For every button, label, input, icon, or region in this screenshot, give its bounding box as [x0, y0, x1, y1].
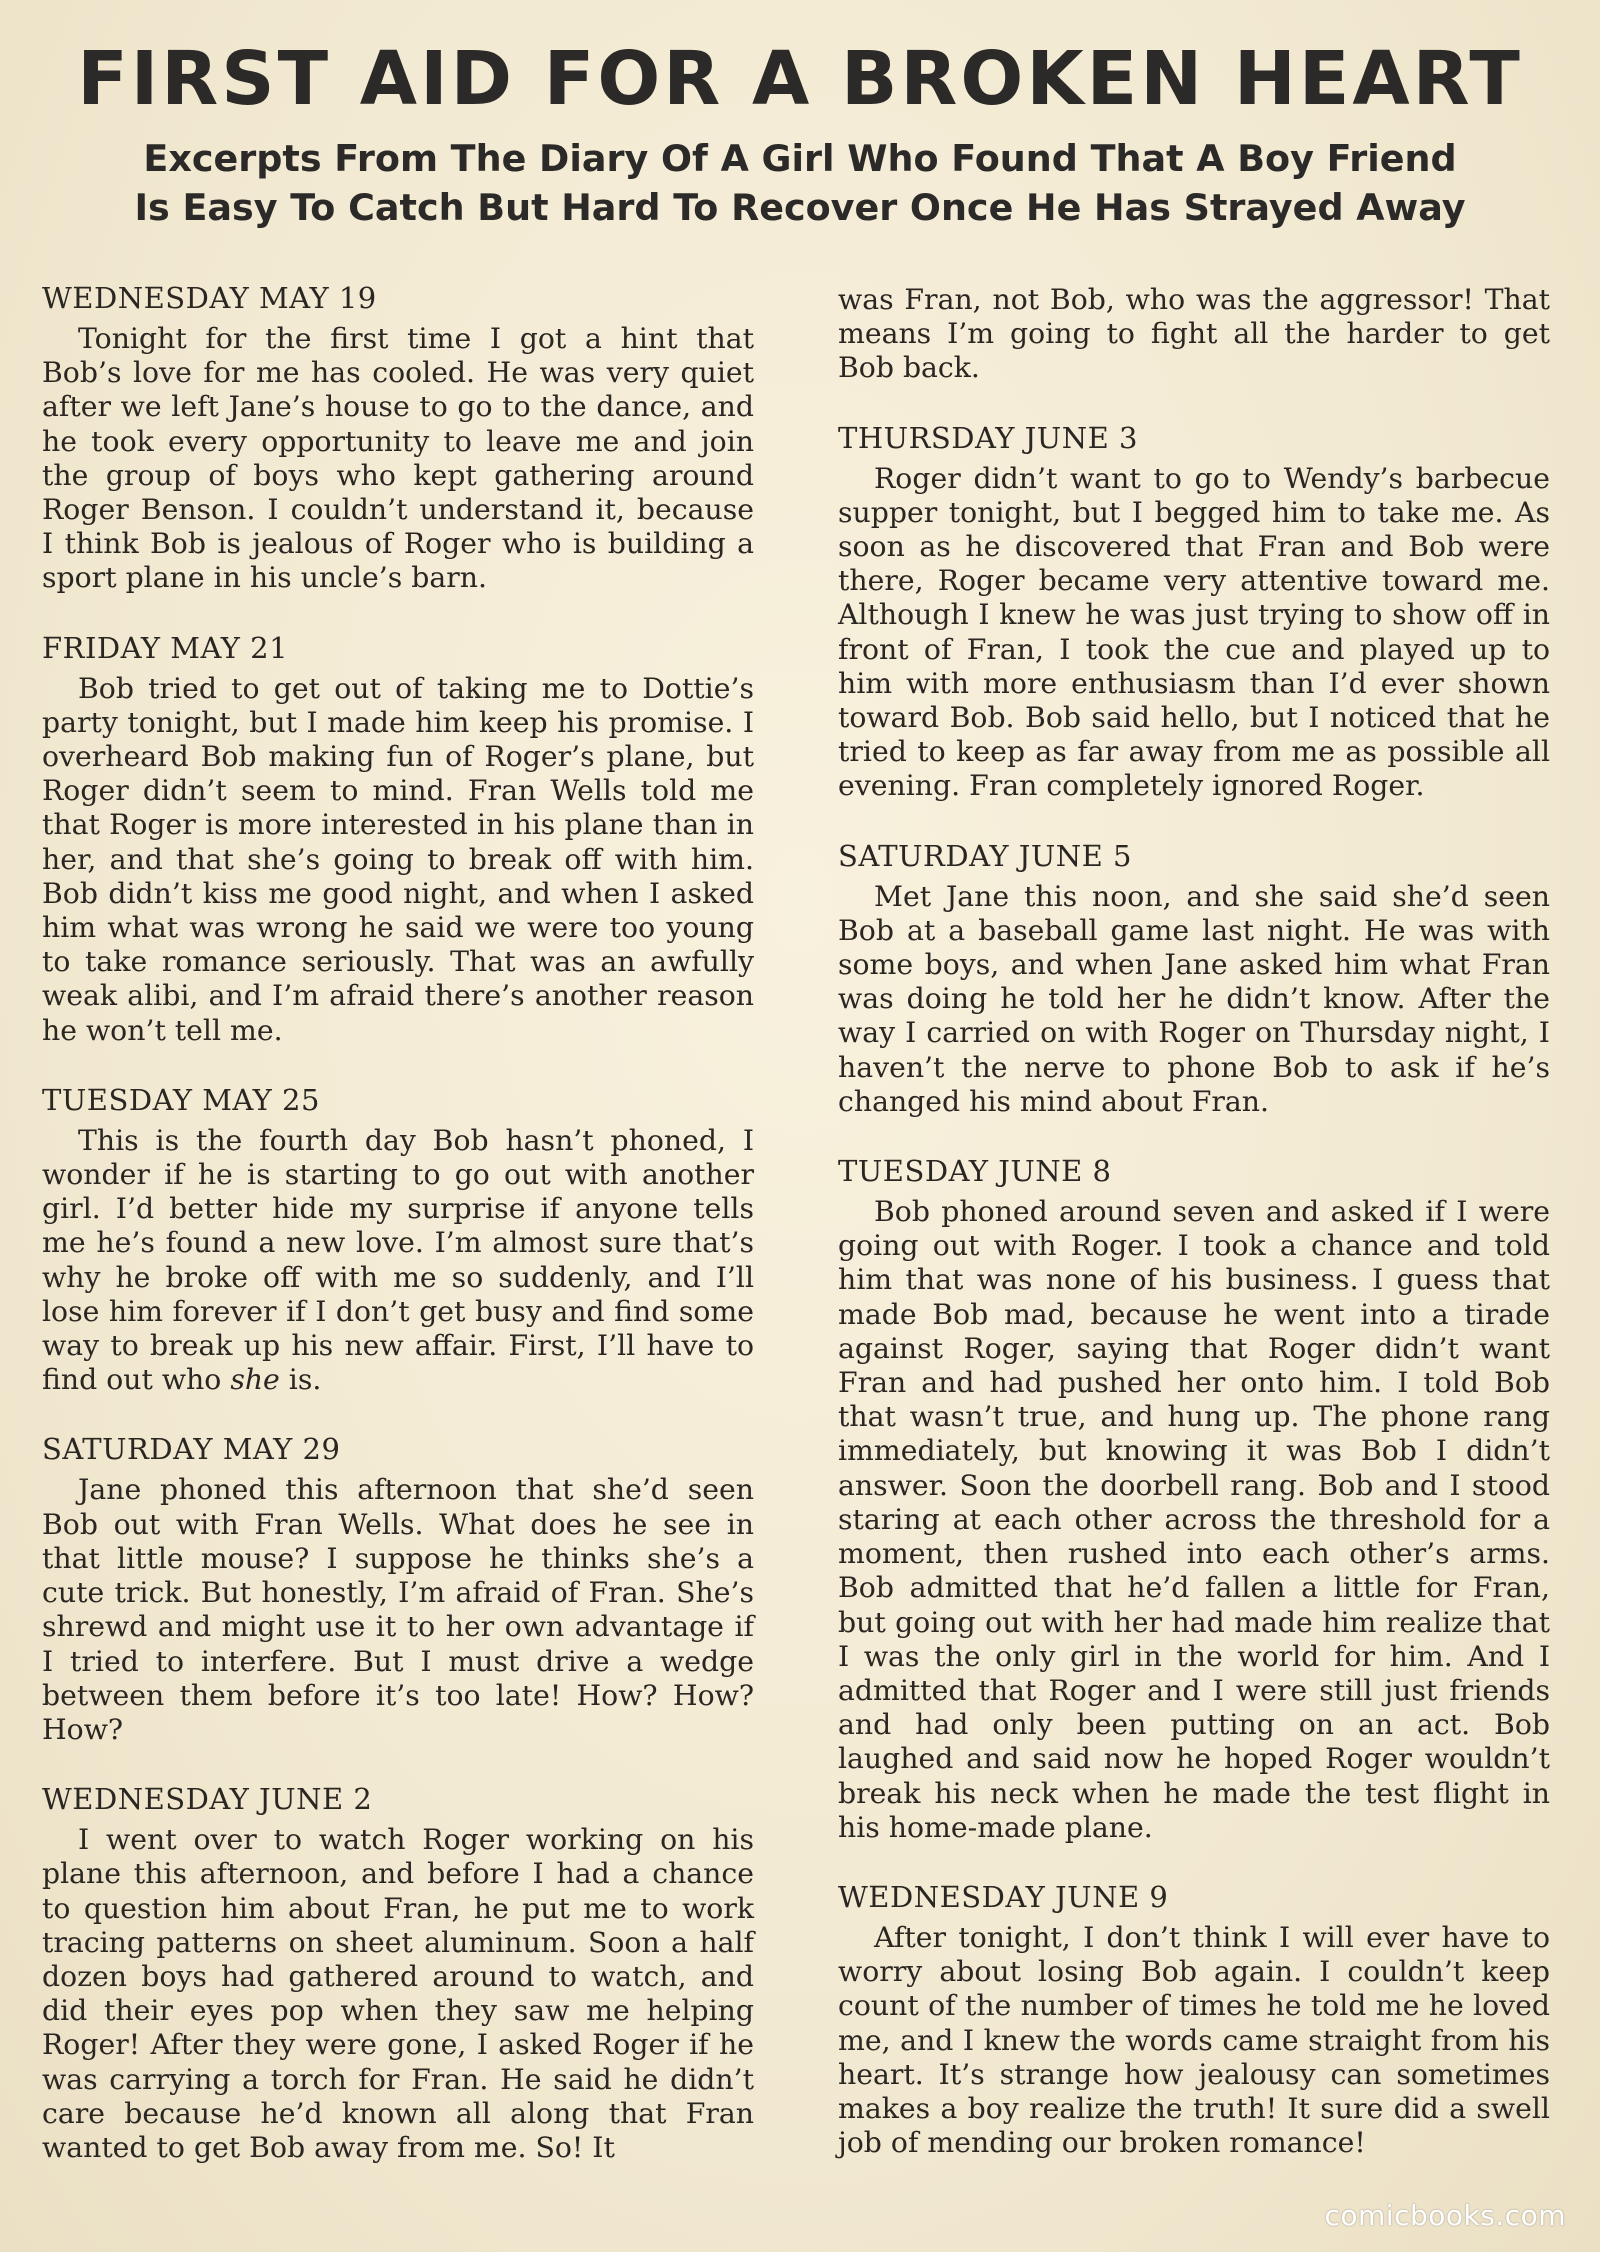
- diary-entry: [838, 1879, 1550, 2160]
- diary-entry: [42, 630, 754, 1048]
- entry-date: TUESDAY JUNE 8: [838, 1154, 1112, 1189]
- entry-date: WEDNESDAY JUNE 2: [42, 1782, 373, 1817]
- entry-date: SATURDAY MAY 29: [42, 1432, 341, 1467]
- diary-entry: [42, 1781, 754, 2165]
- entry-text-part: is.: [279, 1363, 322, 1397]
- subtitle-line-1: Excerpts From The Diary Of A Girl Who Found That A Boy Friend: [143, 137, 1457, 180]
- entry-text: Roger didn’t want to go to Wendy’s barbecue supper tonight, but I begged him to take me. As soon as he discovered that Fran and Bob were there, Roger became very attentive toward me. Although I knew he was just trying to show off in front of Fran, I took the cue and played up to him with more enthusiasm than I’d ever shown toward Bob. Bob said hello, but I noticed that he tried to keep as far away from me as possible all evening. Fran completely ignored Roger.: [838, 461, 1550, 803]
- diary-entry: [42, 1082, 754, 1398]
- left-column: [42, 280, 754, 2199]
- subtitle-line-2: Is Easy To Catch But Hard To Recover Once He Has Strayed Away: [134, 186, 1466, 229]
- page-title: FIRST AID FOR A BROKEN HEART: [77, 36, 1523, 122]
- diary-entry: [838, 420, 1550, 804]
- entry-text: Met Jane this noon, and she said she’d seen Bob at a baseball game last night. He was with some boys, and when Jane asked him what Fran was doing he told her he didn’t know. After the way I carried on with Roger on Thursday night, I haven’t the nerve to phone Bob to ask if he’s changed his mind about Fran.: [838, 879, 1550, 1118]
- entry-text: [42, 1124, 754, 1398]
- entry-text-part: This is the fourth day Bob hasn’t phoned, I wonder if he is starting to go out with another girl. I’d better hide my surprise if anyone tells me he’s found a new love. I’m almost sure that’s why he broke off with me so suddenly, and I’ll lose him forever if I don’t get busy and find some way to break up his new affair. First, I’ll have to find out who: [42, 1123, 754, 1397]
- diary-entry: [838, 838, 1550, 1119]
- entry-text-emphasis: she: [230, 1363, 280, 1397]
- entry-text: After tonight, I don’t think I will ever have to worry about losing Bob again. I couldn’t keep count of the number of times he told me he loved me, and I knew the words came straight from his heart. It’s strange how jealousy can sometimes makes a boy realize the truth! It sure did a swell job of mending our broken romance!: [838, 1920, 1550, 2160]
- diary-entry: [42, 1431, 754, 1747]
- entry-text: I went over to watch Roger working on his plane this afternoon, and before I had a chance to question him about Fran, he put me to work tracing patterns on sheet aluminum. Soon a half dozen boys had gathered around to watch, and did their eyes pop when they saw me helping Roger! After they were gone, I asked Roger if he was carrying a torch for Fran. He said he didn’t care because he’d known all along that Fran wanted to get Bob away from me. So! It: [42, 1823, 754, 2164]
- entry-text: Bob phoned around seven and asked if I were going out with Roger. I took a chance and told him that was none of his business. I guess that made Bob mad, because he went into a tirade against Roger, saying that Roger didn’t want Fran and had pushed her onto him. I told Bob that wasn’t true, and hung up. The phone rang immediately, but knowing it was Bob I didn’t answer. Soon the doorbell rang. Bob and I stood staring at each other across the threshold for a moment, then rushed into each other’s arms. Bob admitted that he’d fallen a little for Fran, but going out with her had made him realize that I was the only girl in the world for him. And I admitted that Roger and I were still just friends and had only been putting on an act. Bob laughed and said now he hoped Roger wouldn’t break his neck when he made the test flight in his home-made plane.: [838, 1195, 1550, 1844]
- entry-text: Tonight for the first time I got a hint that Bob’s love for me has cooled. He was very quiet after we left Jane’s house to go to the dance, and he took every opportunity to leave me and join the group of boys who kept gathering around Roger Benson. I couldn’t understand it, because I think Bob is jealous of Roger who is building a sport plane in his uncle’s barn.: [42, 322, 754, 595]
- entry-text-continued: was Fran, not Bob, who was the aggressor! That means I’m going to fight all the harder to get Bob back.: [838, 283, 1550, 385]
- entry-date: WEDNESDAY MAY 19: [42, 281, 377, 315]
- entry-date: SATURDAY JUNE 5: [838, 838, 1133, 873]
- page-subtitle: [100, 134, 1500, 232]
- entry-date: WEDNESDAY JUNE 9: [838, 1879, 1169, 1914]
- right-column: [838, 283, 1550, 2194]
- entry-date: TUESDAY MAY 25: [42, 1082, 320, 1117]
- diary-entry-continuation: [838, 283, 1550, 386]
- entry-date: FRIDAY MAY 21: [42, 630, 289, 665]
- diary-entry: [42, 280, 754, 596]
- entry-text: Jane phoned this afternoon that she’d seen Bob out with Fran Wells. What does he see in that little mouse? I suppose he thinks she’s a cute trick. But honestly, I’m afraid of Fran. She’s shrewd and might use it to her own advantage if I tried to interfere. But I must drive a wedge between them before it’s too late! How? How? How?: [42, 1473, 754, 1746]
- entry-date: THURSDAY JUNE 3: [838, 420, 1138, 455]
- diary-entry: [838, 1153, 1550, 1845]
- watermark: comicbooks.com: [1324, 2199, 1566, 2232]
- entry-text: Bob tried to get out of taking me to Dottie’s party tonight, but I made him keep his promise. I overheard Bob making fun of Roger’s plane, but Roger didn’t seem to mind. Fran Wells told me that Roger is more interested in his plane than in her, and that she’s going to break off with him. Bob didn’t kiss me good night, and when I asked him what was wrong he said we were too young to take romance seriously. That was an awfully weak alibi, and I’m afraid there’s another reason he won’t tell me.: [42, 671, 754, 1047]
